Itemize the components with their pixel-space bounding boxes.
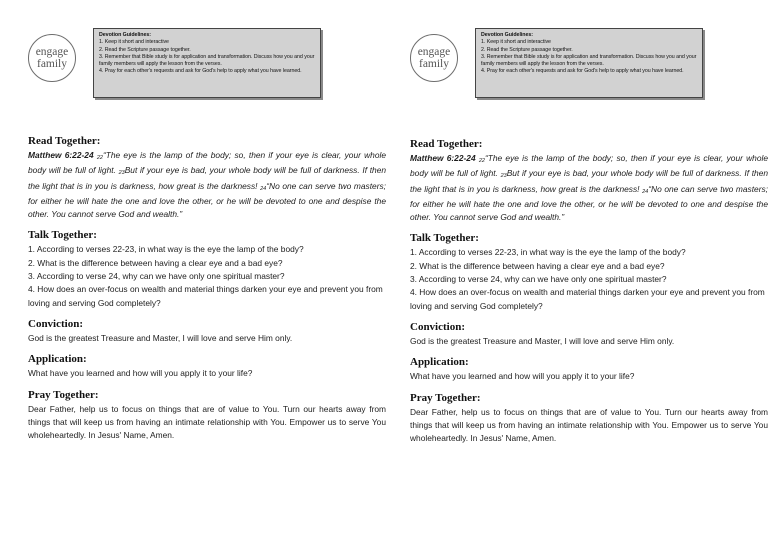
logo-line-1: engage xyxy=(417,46,451,58)
logo-line-2: family xyxy=(418,58,450,70)
prayer-text: Dear Father, help us to focus on things that are of value to You. Turn our hearts away from things that will keep us from having an intimate relationship with You. Empower us to serve You wholeheartedly. In Jesus' Name, Amen. xyxy=(410,406,768,444)
prayer-text: Dear Father, help us to focus on things that are of value to You. Turn our hearts away from things that will keep us from having an intimate relationship with You. Empower us to serve You wholeheartedly. In Jesus' Name, Amen. xyxy=(28,403,386,441)
read-together-heading: Read Together: xyxy=(28,135,101,147)
conviction-heading: Conviction: xyxy=(410,320,465,333)
conviction-section xyxy=(28,318,386,345)
guideline-item: 4. Pray for each other's requests and ask for God's help to apply what you have learned. xyxy=(99,68,302,75)
guideline-item: 3. Remember that Bible study is for application and transformation. Discuss how you and your family members will apply the lesson from the verses. xyxy=(99,53,315,68)
talk-together-heading: Talk Together: xyxy=(28,229,97,242)
devotion-guidelines-box xyxy=(93,28,321,98)
guideline-item: 2. Read the Scripture passage together. xyxy=(99,46,191,53)
verse-number: 22 xyxy=(96,155,103,161)
discussion-questions xyxy=(410,246,768,312)
guideline-item: 1. Keep it short and interactive xyxy=(481,39,551,46)
pray-together-heading: Pray Together: xyxy=(28,388,99,401)
scripture-passage xyxy=(28,149,386,221)
devotion-content xyxy=(28,135,386,450)
talk-together-section xyxy=(28,229,386,309)
devotion-guidelines-box xyxy=(475,28,703,98)
discussion-questions xyxy=(28,243,386,309)
verse-number: 23 xyxy=(500,173,507,180)
guidelines-title: Devotion Guidelines: xyxy=(99,32,151,38)
verse-number: 22 xyxy=(478,158,485,164)
talk-together-heading: Talk Together: xyxy=(410,232,479,245)
question-item: 3. According to verse 24, why can we have only one spiritual master? xyxy=(410,274,667,285)
question-item: 4. How does an over-focus on wealth and material things darken your eye and prevent you from loving and serving God completely? xyxy=(410,287,765,311)
logo-line-2: family xyxy=(36,58,68,70)
question-item: 2. What is the difference between having a clear eye and a bad eye? xyxy=(410,260,665,271)
read-together-section xyxy=(410,138,768,224)
application-heading: Application: xyxy=(410,356,469,369)
scripture-passage xyxy=(410,152,768,224)
engage-family-logo xyxy=(28,34,76,82)
read-together-heading: Read Together: xyxy=(410,138,483,150)
guideline-item: 2. Read the Scripture passage together. xyxy=(481,46,573,53)
verse-text: “The eye is the lamp of the body; so, then if your eye is clear, your whole body will be full of light. xyxy=(410,153,768,179)
application-heading: Application: xyxy=(28,353,87,366)
conviction-heading: Conviction: xyxy=(28,317,83,330)
devotion-card-left xyxy=(28,0,386,543)
scripture-reference: Matthew 6:22-24 xyxy=(410,153,476,163)
conviction-text: God is the greatest Treasure and Master, I will love and serve Him only. xyxy=(410,335,675,346)
guideline-item: 3. Remember that Bible study is for application and transformation. Discuss how you and your family members will apply the lesson from the verses. xyxy=(481,53,697,68)
verse-text: But if your eye is bad, your whole body will be full of darkness. If then the light that is in you is darkness, how great is the darkness! xyxy=(410,168,768,194)
pray-together-section xyxy=(28,389,386,443)
read-together-section xyxy=(28,135,386,221)
question-item: 3. According to verse 24, why can we have only one spiritual master? xyxy=(28,271,285,282)
scripture-reference: Matthew 6:22-24 xyxy=(28,150,94,160)
application-text: What have you learned and how will you apply it to your life? xyxy=(28,368,253,379)
verse-text: “No one can serve two masters; for either he will hate the one and love the other, or he will be devoted to one and despise the other. You cannot serve God and wealth.” xyxy=(410,183,768,223)
devotion-card-right xyxy=(410,0,768,543)
guideline-item: 1. Keep it short and interactive xyxy=(99,39,169,46)
conviction-section xyxy=(410,321,768,348)
application-section xyxy=(410,356,768,383)
verse-number: 24 xyxy=(260,185,267,192)
guideline-item: 4. Pray for each other's requests and ask for God's help to apply what you have learned. xyxy=(481,68,684,75)
talk-together-section xyxy=(410,232,768,312)
question-item: 4. How does an over-focus on wealth and material things darken your eye and prevent you from loving and serving God completely? xyxy=(28,284,383,308)
conviction-text: God is the greatest Treasure and Master, I will love and serve Him only. xyxy=(28,332,293,343)
question-item: 1. According to verses 22-23, in what way is the eye the lamp of the body? xyxy=(28,244,304,255)
verse-text: “The eye is the lamp of the body; so, then if your eye is clear, your whole body will be full of light. xyxy=(28,150,387,176)
question-item: 2. What is the difference between having a clear eye and a bad eye? xyxy=(28,257,283,268)
verse-number: 23 xyxy=(118,170,125,177)
application-section xyxy=(28,353,386,380)
devotion-content xyxy=(410,138,768,453)
verse-text: But if your eye is bad, your whole body will be full of darkness. If then the light that is in you is darkness, how great is the darkness! xyxy=(28,165,387,191)
logo-line-1: engage xyxy=(35,46,69,58)
verse-number: 24 xyxy=(642,188,649,195)
verse-text: “No one can serve two masters; for either he will hate the one and love the other, or he will be devoted to one and despise the other. You cannot serve God and wealth.” xyxy=(28,180,386,220)
application-text: What have you learned and how will you apply it to your life? xyxy=(410,371,635,382)
question-item: 1. According to verses 22-23, in what way is the eye the lamp of the body? xyxy=(410,247,686,258)
engage-family-logo xyxy=(410,34,458,82)
pray-together-section xyxy=(410,392,768,446)
pray-together-heading: Pray Together: xyxy=(410,391,481,404)
guidelines-title: Devotion Guidelines: xyxy=(481,32,533,38)
